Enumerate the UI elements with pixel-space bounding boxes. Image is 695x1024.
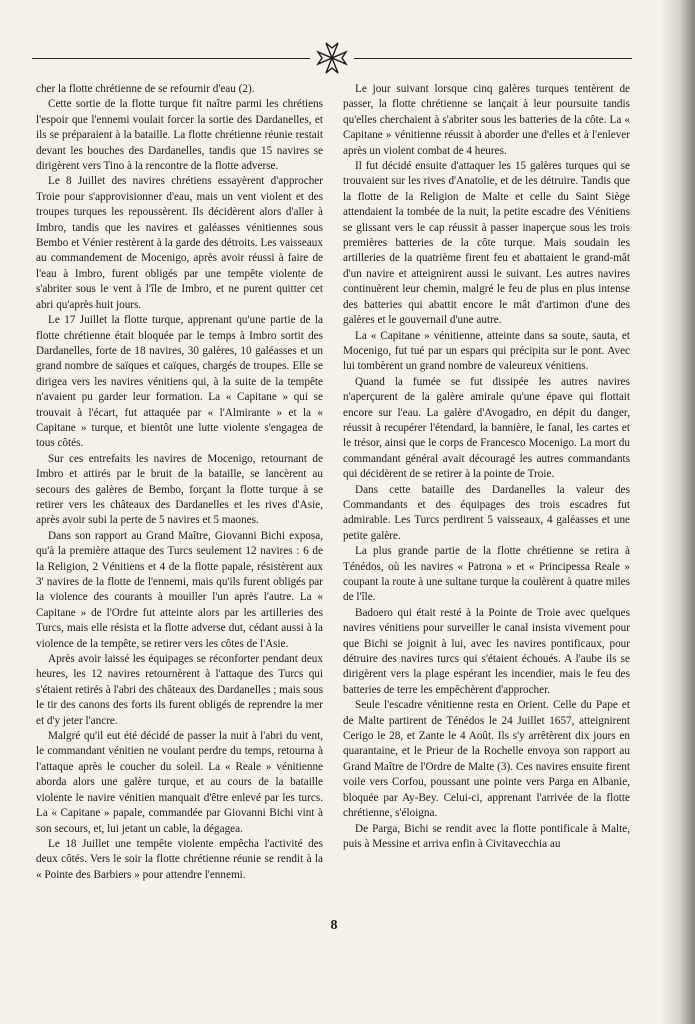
- paragraph: La plus grande partie de la flotte chrétienne se retira à Ténédos, où les navires « Patrona » et « Principessa Reale » coupant la route à une sultane turque la coulèrent à quatre miles de l'île.: [343, 545, 630, 604]
- right-column: [343, 82, 630, 902]
- paragraph: Cette sortie de la flotte turque fit naître parmi les chrétiens l'espoir que l'ennemi voulait forcer la sortie des Dardanelles, et ils se préparaient à la bataille. La flotte chrétienne réunie restait devant les bouches des Dardanelles, tandis que 15 navires se dirigèrent vers Tino à la rencontre de la flotte adverse.: [36, 98, 323, 173]
- page-edge-shadow: [661, 0, 695, 1024]
- page-number: 8: [330, 918, 338, 933]
- paragraph: Le 17 Juillet la flotte turque, apprenant qu'une partie de la flotte chrétienne était bloquée par le temps à Imbro sortit des Dardanelles, forte de 18 navires, 30 galères, 10 galéasses et un grand nombre de saïques et caïques, chargés de troupes. Elle se dirigea vers les navires vénitiens qui, à la suite de la tempête n'avaient pu garder leur formation. La « Capitane » qui se trouvait à l'écart, fut attaquée par « l'Almirante » et la « Capitane » turque, et bientôt une lutte violente s'engagea de tous côtés.: [36, 314, 323, 450]
- paragraph: cher la flotte chrétienne de se refournir d'eau (2).: [36, 83, 255, 95]
- left-column: [36, 82, 323, 902]
- paragraph: La « Capitane » vénitienne, atteinte dans sa soute, sauta, et Mocenigo, fut tué par un espars qui précipita sur le pont. Avec lui tombèrent un grand nombre de valeureux vénitiens.: [343, 329, 630, 373]
- header-rule-right: [354, 58, 632, 59]
- header-rule-left: [32, 58, 310, 59]
- paragraph: Sur ces entrefaits les navires de Mocenigo, retournant de Imbro et attirés par le bruit de la bataille, se lancèrent au secours des galères de Bembo, forçant la flotte turque à se retirer vers les châteaux des Dardanelles et les rives d'Asie, après avoir subi la perte de 5 navires et 5 maones.: [36, 452, 323, 527]
- paragraph: Seule l'escadre vénitienne resta en Orient. Celle du Pape et de Malte partirent de Ténédos le 24 Juillet 1657, atteignirent Cerigo le 28, et Zante le 4 Août. Ils s'y arrêtèrent dix jours en quarantaine, et le Prieur de la Rochelle envoya son rapport au Grand Maître de l'Ordre de Malte (3). Ces navires ensuite firent voile vers Corfou, poussant une pointe vers Parga en Albanie, bloquée par Ay-Bey. Celui-ci, apprenant l'arrivée de la flotte chrétienne, s'éloigna.: [343, 699, 630, 820]
- text-columns: [36, 82, 630, 902]
- paragraph: Badoero qui était resté à la Pointe de Troie avec quelques navires vénitiens pour surveiller le canal insista vivement pour que Bichi se joignit à lui, avec les navires pontificaux, pour détruire des navires turcs qui s'étaient échoués. A l'aube ils se dirigèrent vers la plage espérant les incendier, mais le feu des batteries de terre les empêchèrent d'approcher.: [343, 606, 630, 696]
- paragraph: Dans cette bataille des Dardanelles la valeur des Commandants et des équipages des trois escadres fut admirable. Les Turcs perdirent 5 vaisseaux, 4 galéasses et une petite galère.: [343, 483, 630, 542]
- paragraph: Le 8 Juillet des navires chrétiens essayèrent d'approcher Troie pour s'approvisionner d'eau, mais un vent violent et des troupes turques les repoussèrent. Ils décidèrent alors d'aller à Imbro, tandis que les navires et galéasses vénitiennes sous Bembo et Vénier restèrent à la garde des détroits. Les vaisseaux au commandement de Mocenigo, après avoir réussi à faire de l'eau à Imbro, furent obligés par une tempête violente de s'abriter sous le vent à l'île de Imbro, et ne purent quitter cet abri qu'après huit jours.: [36, 175, 323, 311]
- maltese-cross-icon: [316, 40, 348, 76]
- paragraph: Dans son rapport au Grand Maître, Giovanni Bichi exposa, qu'à la première attaque des Turcs seulement 12 navires : 6 de la Religion, 2 Vénitiens et 4 de la flotte papale, résistèrent aux 3' navires de la flotte de l'ennemi, mais qu'ils furent obligés par la violence des courants à mouiller l'un après l'autre. La « Capitane » de l'Ordre fut atteinte alors par les artilleries des Turcs, mais elle résista et la flotte adverse dut, cédant aussi à la violence de la tempête, se retirer vers les côtes de l'Asie.: [36, 529, 323, 650]
- paragraph: Malgré qu'il eut été décidé de passer la nuit à l'abri du vent, le commandant vénitien ne voulant perdre du temps, retourna à l'attaque après le coucher du soleil. La « Reale » vénitienne aborda alors une galère turque, et au cours de la bataille violente le navire vénitien manquait d'être enlevé par les turcs. La « Capitane » papale, commandée par Giovanni Bichi vint à son secours, et, lui jetant un cable, la dégagea.: [36, 730, 323, 835]
- paragraph: Il fut décidé ensuite d'attaquer les 15 galères turques qui se trouvaient sur les rives d'Anatolie, et de les détruire. Tandis que la flotte de la Religion de Malte et celle du Saint Siège attendaient la tombée de la nuit, la petite escadre des Vénitiens se glissant vers le cap réussit à passer inaperçue sous les trois premières batteries de la côte turque. Mais soudain les artilleries de la quatrième firent feu et abattaient le grand-mât d'un navire et atteignirent aussi le suivant. Les autres navires continuèrent leur chemin, malgré le feu de plus en plus intense des batteries qui abattit encore le mât d'artimon d'une des galères et le gouvernail d'une autre.: [343, 160, 630, 327]
- header-ornament: [32, 40, 632, 76]
- paragraph: Après avoir laissé les équipages se réconforter pendant deux heures, les 12 navires retournèrent à l'attaque des Turcs qui s'étaient retirés à l'abri des châteaux des Dardanelles ; mais sous le tir des canons des forts ils furent obligés de reprendre la mer et d'y jeter l'ancre.: [36, 653, 323, 727]
- paragraph: Le jour suivant lorsque cinq galères turques tentèrent de passer, la flotte chrétienne se lançait à leur poursuite tandis qu'elles cherchaient à s'abriter sous les batteries de la côte. La « Capitane » vénitienne réussit à aborder une d'elles et à l'enlever après un violent combat de 4 heures.: [343, 83, 630, 157]
- paragraph: Le 18 Juillet une tempête violente empêcha l'activité des deux côtés. Vers le soir la flotte chrétienne réunie se rendit à la « Pointe des Barbiers » pour attendre l'ennemi.: [36, 837, 323, 881]
- paragraph: De Parga, Bichi se rendit avec la flotte pontificale à Malte, puis à Messine et arriva enfin à Civitavecchia au: [343, 822, 630, 850]
- paragraph: Quand la fumée se fut dissipée les autres navires n'aperçurent de la galère amirale qu'une épave qui flottait encore sur l'eau. La galère d'Avogadro, en dépit du danger, réussit à recupérer l'étendard, la bannière, le fanal, les cartes et le trésor, ainsi que le corps de Francesco Mocenigo. La mort du commandant général avait découragé les autres commandants qui décidèrent de se retirer à la pointe de Troie.: [343, 375, 630, 481]
